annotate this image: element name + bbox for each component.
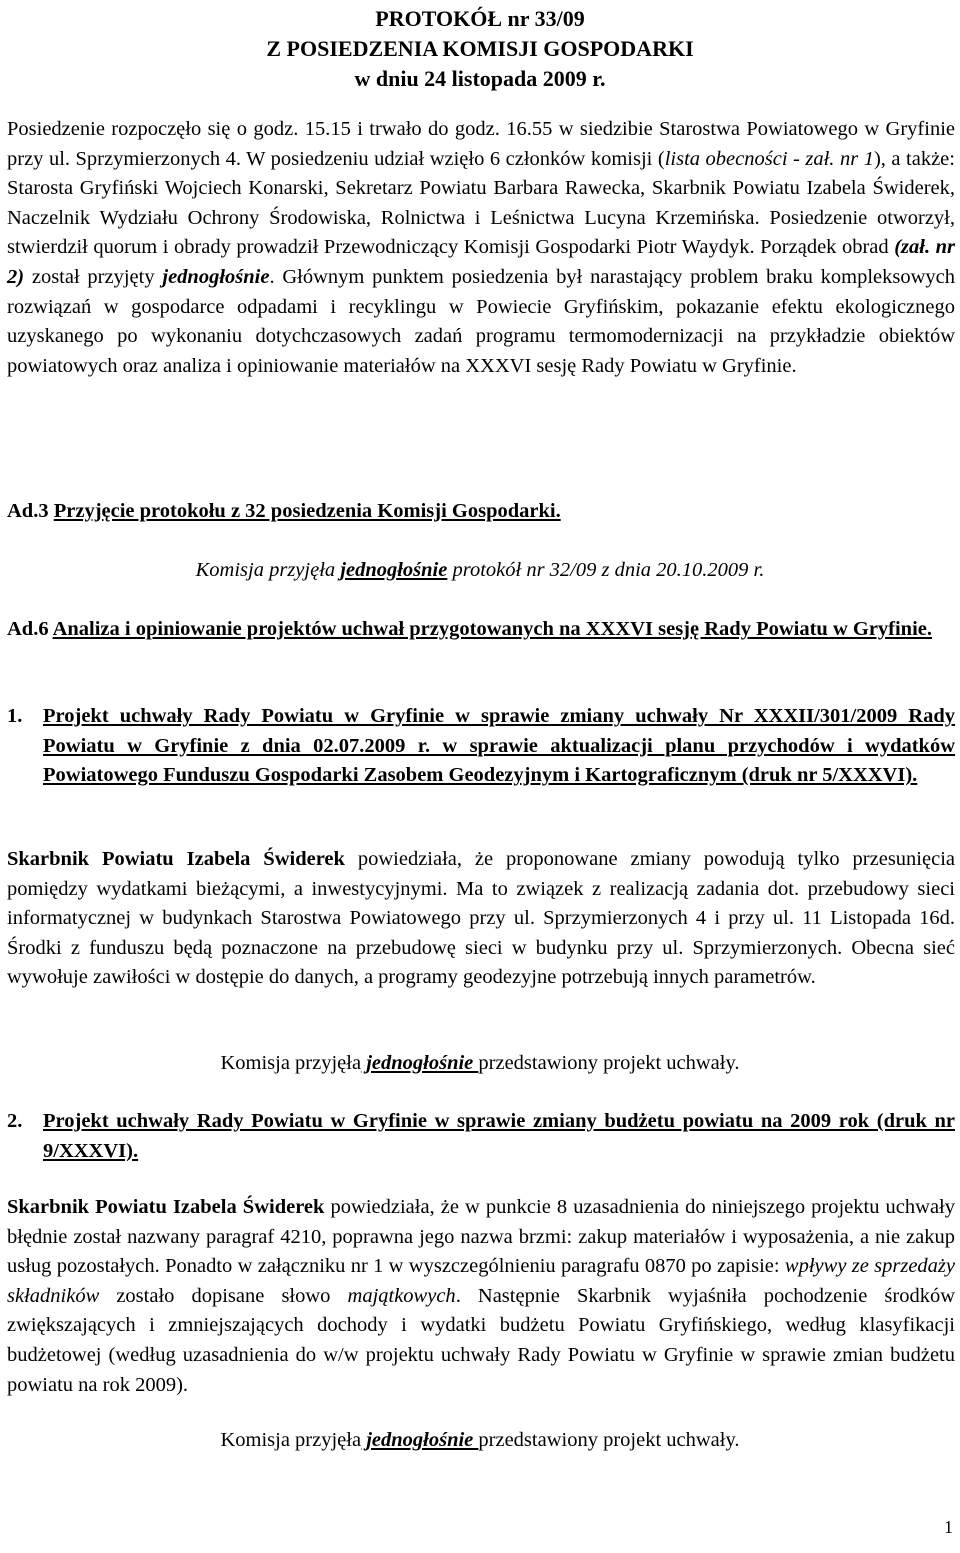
intro-paragraph: Posiedzenie rozpoczęło się o godz. 15.15 i trwało do godz. 16.55 w siedzibie Starostwa Powiatowego w Gryfinie przy ul. Sprzymierzonych 4. W posiedzeniu udział wzięło 6 członków komisji (lista obecności - zał. nr 1), a także: Starosta Gryfiński Wojciech Konarski, Sekretarz Powiatu Barbara Rawecka, Skarbnik Powiatu Izabela Świderek, Naczelnik Wydziału Ochrony Środowiska, Rolnictwa i Leśnictwa Lucyna Krzemińska. Posiedzenie otworzył, stwierdził quorum i obrady prowadził Przewodniczący Komisji Gospodarki Piotr Waydyk. Porządek obrad (zał. nr 2) został przyjęty jednogłośnie. Głównym punktem posiedzenia był narastający problem braku kompleksowych rozwiązań w gospodarce odpadami i recyklingu w Powiecie Gryfińskim, pokazanie efektu ekologicznego uzyskanego po wykonaniu dotychczasowych zadań programu termomodernizacji na przykładzie obiektów powiatowych oraz analiza i opiniowanie materiałów na XXXVI sesję Rady Powiatu w Gryfinie. <box>7 118 955 377</box>
item-2-result: Komisja przyjęła jednogłośnie przedstawiony projekt uchwały. <box>220 1429 740 1451</box>
speaker-name: Skarbnik Powiatu Izabela Świderek <box>7 1196 325 1218</box>
item-2-paragraph: Skarbnik Powiatu Izabela Świderek powiedziała, że w punkcie 8 uzasadnienia do niniejszego projektu uchwały błędnie został nazwany paragraf 4210, poprawna jego nazwa brzmi: zakup materiałów i wyposażenia, a nie zakup usług pozostałych. Ponadto w załączniku nr 1 w wyszczególnieniu paragrafu 0870 po zapisie: wpływy ze sprzedaży składników zostało dopisane słowo majątkowych. Następnie Skarbnik wyjaśniła pochodzenie środków zwiększających i zmniejszających dochody i wydatki budżetu Powiatu Gryfińskiego, według klasyfikacji budżetowej (według uzasadnienia do w/w projektu uchwały Rady Powiatu w Gryfinie w sprawie zmian budżetu powiatu na rok 2009). <box>7 1196 956 1396</box>
item-1-result: Komisja przyjęła jednogłośnie przedstawiony projekt uchwały. <box>220 1052 740 1074</box>
attachment-2-ref: (zał. nr 2) <box>7 236 955 288</box>
ad3-result: Komisja przyjęła jednogłośnie protokół nr 32/09 z dnia 20.10.2009 r. <box>195 559 765 581</box>
page-number: 1 <box>944 1517 953 1538</box>
protocol-date: w dniu 24 listopada 2009 r. <box>354 66 606 91</box>
item-1-paragraph: Skarbnik Powiatu Izabela Świderek powiedziała, że proponowane zmiany powodują tylko przesunięcia pomiędzy wydatkami bieżącymi, a inwestycyjnymi. Ma to związek z realizacją zadania dot. przebudowy sieci informatycznej w budynkach Starostwa Powiatowego przy ul. Sprzymierzonych 4 i przy ul. 11 Listopada 16d. Środki z funduszu będą poznaczone na przebudowę sieci w budynku przy ul. Sprzymierzonych. Obecna sieć wywołuje zawiłości w dostępie do danych, a programy geodezyjne potrzebują innych parametrów. <box>7 848 955 989</box>
item-2-heading: 2. Projekt uchwały Rady Powiatu w Gryfinie w sprawie zmiany budżetu powiatu na 2009 rok (druk nr 9/XXXVI). <box>7 1110 955 1162</box>
item-1-heading: 1. Projekt uchwały Rady Powiatu w Gryfinie w sprawie zmiany uchwały Nr XXXII/301/2009 Rady Powiatu w Gryfinie z dnia 02.07.2009 r. w sprawie aktualizacji planu przychodów i wydatków Powiatowego Funduszu Gospodarki Zasobem Geodezyjnym i Kartograficznym (druk nr 5/XXXVI). <box>7 705 955 787</box>
ad6-heading: Ad.6 Analiza i opiniowanie projektów uchwał przygotowanych na XXXVI sesję Rady Powiatu w Gryfinie. <box>7 618 933 640</box>
unanimous-emphasis: jednogłośnie <box>162 265 270 288</box>
attachment-1-ref: lista obecności - zał. nr 1 <box>664 147 874 170</box>
ad3-heading: Ad.3 Przyjęcie protokołu z 32 posiedzenia Komisji Gospodarki. <box>7 500 561 522</box>
speaker-name: Skarbnik Powiatu Izabela Świderek <box>7 848 345 870</box>
protocol-title: PROTOKÓŁ nr 33/09 <box>375 6 585 31</box>
protocol-subtitle: Z POSIEDZENIA KOMISJI GOSPODARKI <box>266 36 694 61</box>
